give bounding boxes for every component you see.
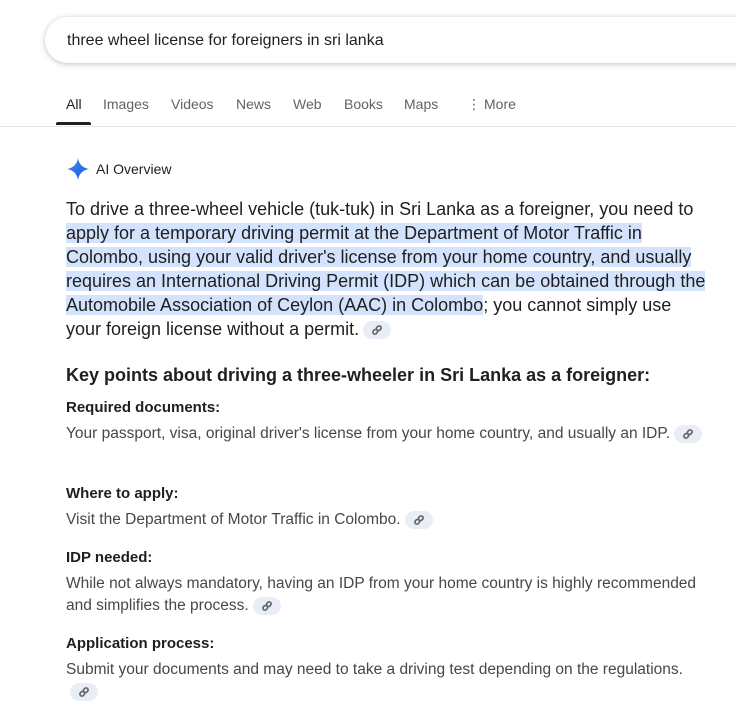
tab-images[interactable]: Images bbox=[103, 96, 149, 112]
key-point-text: Submit your documents and may need to take a driving test depending on the regulations. bbox=[66, 661, 683, 678]
ai-overview-summary bbox=[66, 197, 706, 341]
key-point-text: Visit the Department of Motor Traffic in Colombo. bbox=[66, 511, 401, 528]
key-point-body bbox=[66, 509, 706, 531]
link-icon bbox=[78, 686, 90, 698]
key-point-text: Your passport, visa, original driver's license from your home country, and usually an IDP. bbox=[66, 425, 671, 442]
search-input[interactable] bbox=[67, 30, 727, 52]
citation-link-button[interactable] bbox=[363, 321, 391, 339]
key-point-body bbox=[66, 659, 706, 703]
citation-link-button[interactable] bbox=[405, 511, 433, 529]
citation-link-button[interactable] bbox=[253, 597, 281, 615]
tab-news[interactable]: News bbox=[236, 96, 272, 112]
tab-web[interactable]: Web bbox=[293, 96, 322, 112]
search-tabs bbox=[0, 88, 736, 127]
gemini-sparkle-icon bbox=[66, 157, 90, 181]
search-box[interactable] bbox=[45, 17, 736, 63]
link-icon bbox=[261, 600, 273, 612]
summary-highlight: apply for a temporary driving permit at the Department of Motor Traffic in Colombo, using your valid driver's license from your home country, and usually requires an International Driving Permit (IDP) which can be obtained through the Automobile Association of Ceylon (AAC) in Colombo bbox=[66, 223, 706, 315]
tab-more-label: More bbox=[484, 96, 516, 112]
citation-link-button[interactable] bbox=[70, 683, 98, 701]
key-point-text: While not always mandatory, having an IDP from your home country is highly recommended and simplifies the process. bbox=[66, 575, 697, 614]
summary-intro: To drive a three-wheel vehicle (tuk-tuk) in Sri Lanka as a foreigner, you need to bbox=[66, 199, 694, 219]
key-point-body bbox=[66, 423, 706, 445]
key-point-title: Application process: bbox=[66, 635, 215, 652]
link-icon bbox=[413, 514, 425, 526]
key-point-title: Required documents: bbox=[66, 399, 221, 416]
tab-books[interactable]: Books bbox=[344, 96, 383, 112]
link-icon bbox=[371, 324, 383, 336]
tab-videos[interactable]: Videos bbox=[171, 96, 214, 112]
more-vert-icon: ⋮ bbox=[467, 96, 480, 112]
ai-overview-label: AI Overview bbox=[96, 161, 172, 177]
key-point-title: Where to apply: bbox=[66, 485, 179, 502]
citation-link-button[interactable] bbox=[674, 425, 702, 443]
link-icon bbox=[682, 428, 694, 440]
active-tab-indicator bbox=[56, 122, 91, 125]
tab-all[interactable]: All bbox=[66, 96, 82, 112]
summary-tail: ; you cannot simply use your foreign license without a permit. bbox=[66, 295, 672, 339]
tab-more[interactable] bbox=[467, 96, 516, 112]
key-points-heading: Key points about driving a three-wheeler in Sri Lanka as a foreigner: bbox=[66, 365, 651, 385]
key-point-title: IDP needed: bbox=[66, 549, 153, 566]
key-point-body bbox=[66, 573, 706, 617]
tab-maps[interactable]: Maps bbox=[404, 96, 439, 112]
